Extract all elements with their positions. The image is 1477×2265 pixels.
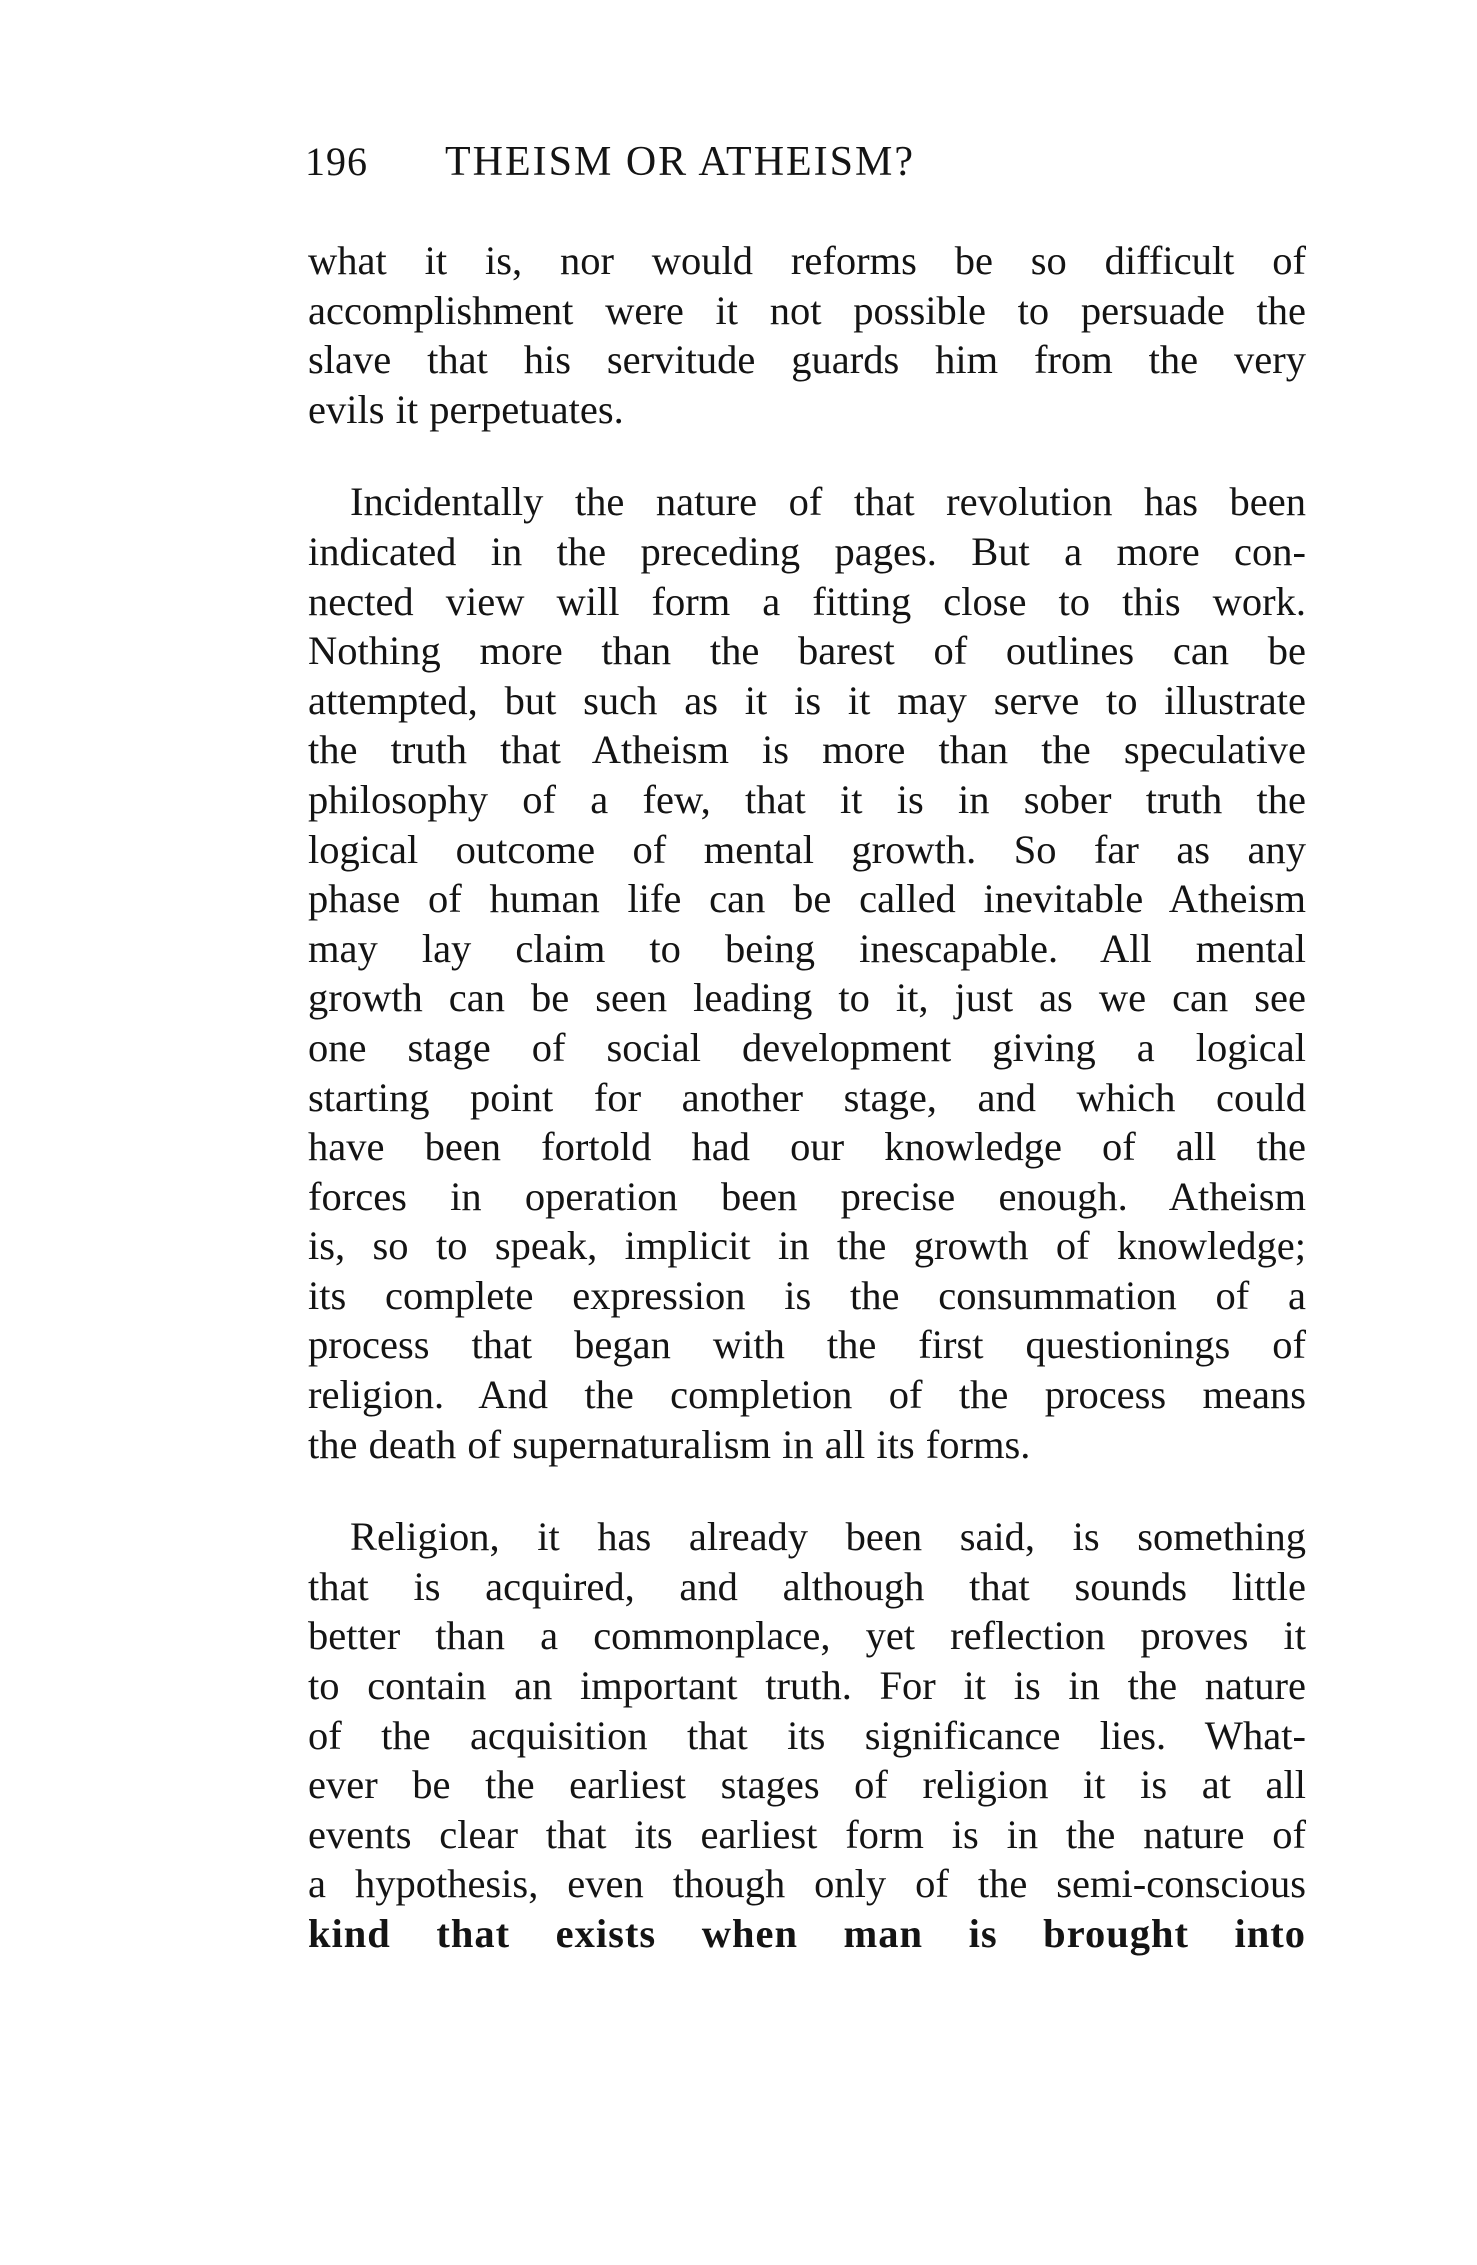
word: kind: [308, 1911, 391, 1956]
text-line: accomplishment were it not possible to persuade the: [308, 287, 1306, 333]
text-line: growth can be seen leading to it, just as we can see: [308, 975, 1306, 1021]
text-line: may lay claim to being inescapable. All mental: [308, 925, 1306, 971]
text-line: that is acquired, and although that sounds little: [308, 1563, 1306, 1609]
text-line: is, so to speak, implicit in the growth of knowledge;: [308, 1223, 1306, 1269]
running-head: [305, 138, 1285, 198]
book-title: THEISM OR ATHEISM?: [445, 139, 916, 185]
text-line: better than a commonplace, yet reflection proves it: [308, 1613, 1306, 1659]
text-line: forces in operation been precise enough. Atheism: [308, 1173, 1306, 1219]
text-line: starting point for another stage, and which could: [308, 1074, 1306, 1120]
text-line: logical outcome of mental growth. So far as any: [308, 826, 1306, 872]
text-line: have been fortold had our knowledge of all the: [308, 1124, 1306, 1170]
word: brought: [1043, 1911, 1189, 1956]
word: that: [436, 1911, 511, 1956]
page-number: 196: [305, 139, 368, 184]
text-line: to contain an important truth. For it is in the nature: [308, 1663, 1306, 1709]
text-line: Religion, it has already been said, is something: [350, 1514, 1306, 1560]
paragraph-3: [308, 1512, 1306, 1958]
text-line: attempted, but such as it is it may serve to illustrate: [308, 677, 1306, 723]
paragraph-2: [308, 477, 1306, 1469]
text-line: Incidentally the nature of that revolution has been: [350, 479, 1306, 525]
text-line: events clear that its earliest form is in the nature of: [308, 1811, 1306, 1857]
text-line: phase of human life can be called inevitable Atheism: [308, 876, 1306, 922]
word: is: [968, 1911, 998, 1956]
text-line: nected view will form a fitting close to this work.: [308, 578, 1306, 624]
word: into: [1234, 1911, 1307, 1956]
word: exists: [555, 1911, 657, 1956]
text-line: a hypothesis, even though only of the semi-conscious: [308, 1861, 1306, 1907]
text-line: of the acquisition that its significance lies. What-: [308, 1712, 1306, 1758]
word: when: [701, 1911, 798, 1956]
text-line: ever be the earliest stages of religion it is at all: [308, 1762, 1306, 1808]
text-line: its complete expression is the consummation of a: [308, 1272, 1306, 1318]
text-line: the truth that Atheism is more than the speculative: [308, 727, 1306, 773]
text-line: philosophy of a few, that it is in sober truth the: [308, 776, 1306, 822]
body-text: [308, 236, 1306, 1959]
text-line: slave that his servitude guards him from the very: [308, 337, 1306, 383]
word: man: [843, 1911, 924, 1956]
text-line: what it is, nor would reforms be so difficult of: [308, 238, 1306, 283]
text-line: the death of supernaturalism in all its forms.: [308, 1421, 1031, 1467]
text-line: one stage of social development giving a logical: [308, 1024, 1306, 1070]
text-line: religion. And the completion of the process means: [308, 1372, 1306, 1418]
text-line-final: [308, 1909, 1306, 1959]
paragraph-1: [308, 236, 1306, 434]
text-line: evils it perpetuates.: [308, 386, 624, 432]
text-line: Nothing more than the barest of outlines can be: [308, 628, 1306, 674]
text-line: indicated in the preceding pages. But a more con-: [308, 528, 1306, 574]
text-line: process that began with the first questionings of: [308, 1322, 1306, 1368]
